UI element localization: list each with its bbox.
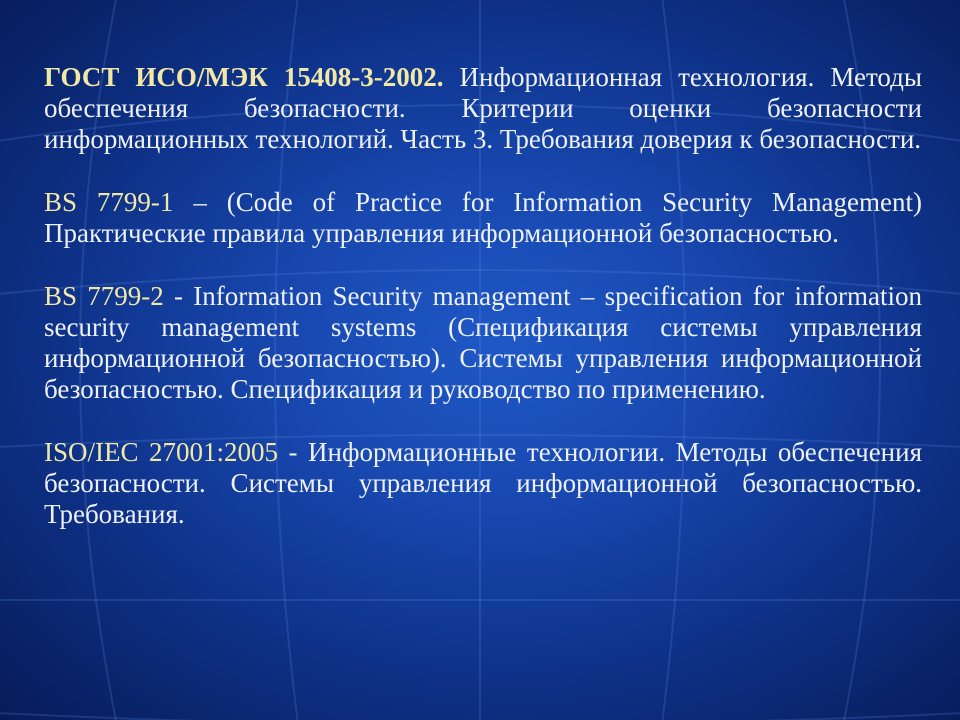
paragraph-lead: ISO/IEC 27001:2005 [44,437,279,467]
slide-content [44,62,922,530]
paragraph-text: - Информационные технологии. Методы обеспечения безопасности. Системы управления информационной безопасностью. Требования. [44,437,922,529]
paragraph-text: - Information Security management – specification for information security management systems (Спецификация системы управления информационной безопасностью). Системы управления информационной безопасностью. Спецификация и руководство по применению. [44,281,922,404]
paragraph-lead: BS 7799-1 [44,187,174,217]
paragraph-lead: BS 7799-2 [44,281,164,311]
paragraph-lead: ГОСТ ИСО/МЭК 15408-3-2002. [44,62,444,92]
paragraph-gost-15408 [44,62,922,155]
paragraph-bs-7799-2 [44,281,922,405]
paragraph-bs-7799-1 [44,187,922,249]
paragraph-text: Информационная технология. Методы обеспечения безопасности. Критерии оценки безопасности информационных технологий. Часть 3. Требования доверия к безопасности. [44,62,923,154]
paragraph-iso-27001 [44,437,922,530]
paragraph-text: – (Code of Practice for Information Security Management) Практические правила управления информационной безопасностью. [44,187,922,248]
